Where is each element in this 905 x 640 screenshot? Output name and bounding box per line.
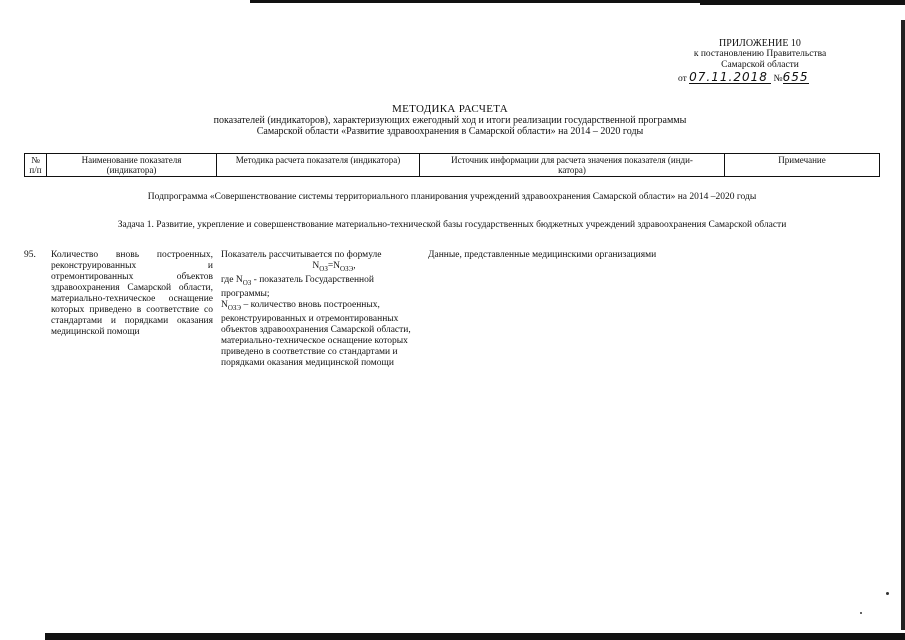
- col-name-label-a: Наименование показателя: [81, 155, 182, 165]
- table-header-row: [25, 154, 880, 177]
- handwritten-date: 07.11.2018: [689, 71, 771, 84]
- def-n: N: [221, 299, 228, 310]
- scan-speck: [860, 612, 862, 614]
- def-text: – количество вновь построенных, реконструированных и отремонтированных объектов здравоохранения Самарской области, материально-техническое оснащение которых приведено в соответствие со стандартами и порядками оказания медицинской помощи: [221, 299, 411, 368]
- col-method-header: [217, 154, 420, 177]
- col-note-header: [725, 154, 880, 177]
- scan-border-bottom: [45, 633, 905, 640]
- appendix-line-2: Самарской области: [721, 60, 799, 70]
- appendix-date-line: [640, 71, 880, 85]
- appendix-title: ПРИЛОЖЕНИЕ 10: [719, 38, 801, 49]
- scan-border-right: [901, 20, 905, 630]
- date-prefix: от: [678, 74, 687, 84]
- col-source-label-a: Источник информации для расчета значения показателя (инди-: [451, 155, 693, 165]
- where-text: - показатель Государственной программы;: [221, 274, 374, 299]
- formula-eq: =N: [327, 261, 341, 271]
- col-name-label-b: (индикатора): [106, 165, 157, 175]
- col-name-header: [47, 154, 217, 177]
- indicator-name: Количество вновь построенных, реконструированных и отремонтированных объектов здравоохранения Самарской области, материально-техническое оснащение которых приведено в соответствие со стандартами и порядками оказания медицинской помощи: [51, 250, 213, 337]
- formula-n: N: [312, 261, 320, 271]
- formula-sub-oz: ОЗ: [319, 264, 328, 273]
- document-title: МЕТОДИКА РАСЧЕТА: [392, 103, 508, 115]
- document-subtitle-line-1: показателей (индикаторов), характеризующих ежегодный ход и итоги реализации государственной программы: [213, 115, 687, 126]
- row-number: 95.: [24, 250, 36, 260]
- method-intro: Показатель рассчитывается по формуле: [221, 250, 382, 260]
- col-source-label-b: катора): [558, 165, 586, 175]
- table-header: [24, 153, 880, 177]
- appendix-block: [640, 38, 880, 85]
- col-number-header: [25, 154, 47, 177]
- where-line: [221, 275, 417, 300]
- col-source-header: [420, 154, 725, 177]
- document-subtitle-line-2: Самарской области «Развитие здравоохранения в Самарской области» на 2014 – 2020 годы: [256, 126, 644, 137]
- scan-border-top-thick: [700, 3, 905, 5]
- where-prefix: где N: [221, 274, 243, 285]
- col-note-label: Примечание: [778, 155, 826, 165]
- formula-end: ,: [353, 261, 356, 271]
- where-sub: ОЗ: [242, 278, 252, 287]
- col-number-label-a: №: [31, 155, 40, 165]
- def-sub: ОЗЭ: [227, 303, 242, 312]
- task-heading: Задача 1. Развитие, укрепление и совершенствование материально-технической базы государственных бюджетных учреждений здравоохранения Самарской области: [117, 220, 787, 230]
- scan-speck: [886, 592, 889, 595]
- number-prefix: №: [773, 74, 783, 84]
- handwritten-number: 655: [782, 70, 809, 84]
- calculation-method: [221, 250, 417, 369]
- col-method-label: Методика расчета показателя (индикатора): [235, 155, 401, 165]
- information-source: Данные, представленные медицинскими организациями: [428, 250, 657, 260]
- col-number-label-b: п/п: [29, 165, 42, 175]
- document-title-block: [190, 104, 710, 137]
- formula: [221, 261, 417, 275]
- subprogram-heading: Подпрограмма «Совершенствование системы территориального планирования учреждений здравоохранения Самарской области» на 2014 –2020 годы: [147, 192, 757, 202]
- definition-line: [221, 300, 417, 369]
- formula-sub-oze: ОЗЭ: [340, 264, 354, 273]
- appendix-line-1: к постановлению Правительства: [693, 49, 827, 59]
